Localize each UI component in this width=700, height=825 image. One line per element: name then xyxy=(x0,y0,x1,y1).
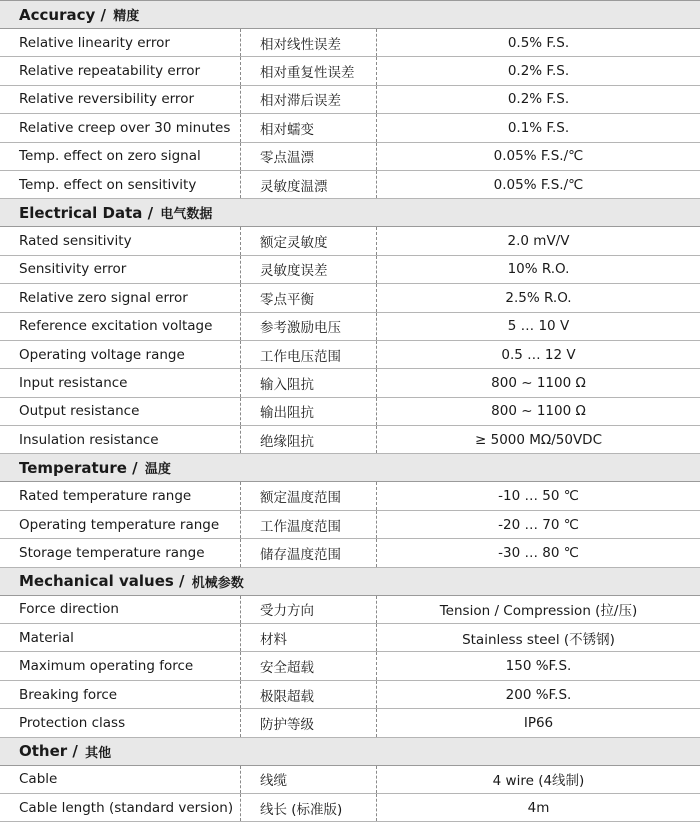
parameter-name-cn: 输入阻抗 xyxy=(240,369,377,396)
table-row xyxy=(0,482,700,510)
parameter-value: 0.2% F.S. xyxy=(507,91,570,108)
parameter-value: 200 %F.S. xyxy=(505,686,572,703)
table-row xyxy=(0,426,700,454)
parameter-value: 0.05% F.S./℃ xyxy=(493,176,584,193)
parameter-name-en: Relative repeatability error xyxy=(19,63,201,80)
parameter-value: 0.5 … 12 V xyxy=(501,346,576,363)
parameter-name-en: Cable xyxy=(19,771,58,788)
parameter-name-cn: 线缆 xyxy=(240,766,377,793)
table-row xyxy=(0,227,700,255)
section-title: Electrical Data xyxy=(19,203,143,222)
parameter-value: ≥ 5000 MΩ/50VDC xyxy=(475,431,602,448)
parameter-name-cn: 输出阻抗 xyxy=(240,398,377,425)
section-title: Accuracy xyxy=(19,5,96,24)
parameter-value: 0.2% F.S. xyxy=(507,63,570,80)
parameter-name-cn: 灵敏度温漂 xyxy=(240,171,377,198)
parameter-name-en: Maximum operating force xyxy=(19,658,194,675)
parameter-value: -10 … 50 ℃ xyxy=(498,488,579,505)
parameter-name-cn: 额定温度范围 xyxy=(240,482,377,509)
section-title: Mechanical values xyxy=(19,572,174,591)
parameter-name-en: Operating temperature range xyxy=(19,516,220,533)
section-title: Temperature xyxy=(19,458,127,477)
parameter-name-cn: 极限超载 xyxy=(240,681,377,708)
parameter-value: 0.05% F.S./℃ xyxy=(493,148,584,165)
parameter-name-cn: 额定灵敏度 xyxy=(240,227,377,254)
table-row xyxy=(0,681,700,709)
section-header xyxy=(0,738,700,766)
table-row xyxy=(0,57,700,85)
parameter-name-en: Relative zero signal error xyxy=(19,289,188,306)
parameter-name-cn: 储存温度范围 xyxy=(240,539,377,566)
table-row xyxy=(0,652,700,680)
section-title-cn: 电气数据 xyxy=(160,207,213,223)
section-title-separator: / xyxy=(67,742,84,761)
section-title: Other xyxy=(19,742,68,761)
parameter-name-cn: 线长 (标准版) xyxy=(240,794,377,821)
section-title-cn: 温度 xyxy=(144,462,171,478)
parameter-name-en: Insulation resistance xyxy=(19,431,159,448)
table-row xyxy=(0,114,700,142)
table-row xyxy=(0,171,700,199)
section-title-cn: 机械参数 xyxy=(191,575,244,591)
parameter-name-en: Force direction xyxy=(19,601,119,618)
parameter-value: 0.1% F.S. xyxy=(507,119,570,136)
parameter-name-cn: 材料 xyxy=(240,624,377,651)
section-title-separator: / xyxy=(173,572,190,591)
parameter-value: 800 ~ 1100 Ω xyxy=(491,374,586,391)
table-row xyxy=(0,341,700,369)
parameter-value: 10% R.O. xyxy=(507,261,570,278)
parameter-name-en: Rated sensitivity xyxy=(19,233,132,250)
parameter-name-en: Storage temperature range xyxy=(19,544,205,561)
parameter-name-cn: 零点温漂 xyxy=(240,143,377,170)
parameter-name-en: Temp. effect on zero signal xyxy=(19,148,201,165)
table-row xyxy=(0,284,700,312)
parameter-name-cn: 相对线性误差 xyxy=(240,29,377,56)
parameter-value: Tension / Compression (拉/压) xyxy=(439,603,638,620)
parameter-value: 4m xyxy=(527,799,550,816)
table-row xyxy=(0,86,700,114)
table-row xyxy=(0,369,700,397)
parameter-name-cn: 灵敏度误差 xyxy=(240,256,377,283)
parameter-name-en: Breaking force xyxy=(19,686,118,703)
parameter-value: 2.5% R.O. xyxy=(505,289,572,306)
parameter-value: Stainless steel (不锈钢) xyxy=(462,631,615,648)
table-row xyxy=(0,29,700,57)
parameter-name-en: Material xyxy=(19,629,74,646)
parameter-name-cn: 参考激励电压 xyxy=(240,313,377,340)
parameter-value: -30 … 80 ℃ xyxy=(498,544,579,561)
parameter-name-en: Relative reversibility error xyxy=(19,91,194,108)
parameter-name-en: Operating voltage range xyxy=(19,346,185,363)
section-header xyxy=(0,454,700,482)
section-title-separator: / xyxy=(126,458,143,477)
table-row xyxy=(0,313,700,341)
parameter-value: 2.0 mV/V xyxy=(507,233,570,250)
table-row xyxy=(0,511,700,539)
parameter-name-en: Input resistance xyxy=(19,374,128,391)
parameter-name-cn: 相对重复性误差 xyxy=(240,57,377,84)
table-row xyxy=(0,624,700,652)
table-row xyxy=(0,398,700,426)
parameter-value: 0.5% F.S. xyxy=(507,34,570,51)
parameter-name-en: Temp. effect on sensitivity xyxy=(19,176,197,193)
parameter-name-en: Cable length (standard version) xyxy=(19,799,234,816)
table-row xyxy=(0,143,700,171)
section-title-cn: 其他 xyxy=(85,745,112,761)
table-row xyxy=(0,766,700,794)
section-title-cn: 精度 xyxy=(113,9,140,24)
table-row xyxy=(0,539,700,567)
table-row xyxy=(0,256,700,284)
parameter-value: -20 … 70 ℃ xyxy=(498,516,579,533)
section-header xyxy=(0,568,700,596)
parameter-name-cn: 安全超载 xyxy=(240,652,377,679)
parameter-value: 5 … 10 V xyxy=(507,318,570,335)
parameter-name-cn: 相对蠕变 xyxy=(240,114,377,141)
section-title-separator: / xyxy=(142,203,159,222)
parameter-value: IP66 xyxy=(523,714,554,731)
parameter-name-cn: 防护等级 xyxy=(240,709,377,736)
parameter-name-en: Rated temperature range xyxy=(19,488,192,505)
parameter-name-cn: 绝缘阻抗 xyxy=(240,426,377,453)
parameter-name-cn: 零点平衡 xyxy=(240,284,377,311)
parameter-value: 800 ~ 1100 Ω xyxy=(491,403,586,420)
table-row xyxy=(0,709,700,737)
section-title-separator: / xyxy=(95,5,112,24)
parameter-name-en: Output resistance xyxy=(19,403,140,420)
table-row xyxy=(0,794,700,822)
parameter-name-cn: 工作电压范围 xyxy=(240,341,377,368)
section-header xyxy=(0,1,700,29)
parameter-name-en: Relative linearity error xyxy=(19,34,170,51)
parameter-name-cn: 受力方向 xyxy=(240,596,377,623)
parameter-value: 150 %F.S. xyxy=(505,658,572,675)
parameter-name-cn: 工作温度范围 xyxy=(240,511,377,538)
table-row xyxy=(0,596,700,624)
parameter-name-en: Sensitivity error xyxy=(19,261,127,278)
parameter-name-en: Protection class xyxy=(19,714,126,731)
section-header xyxy=(0,199,700,227)
parameter-name-en: Reference excitation voltage xyxy=(19,318,213,335)
parameter-name-en: Relative creep over 30 minutes xyxy=(19,119,231,136)
parameter-name-cn: 相对滞后误差 xyxy=(240,86,377,113)
parameter-value: 4 wire (4线制) xyxy=(492,773,585,790)
